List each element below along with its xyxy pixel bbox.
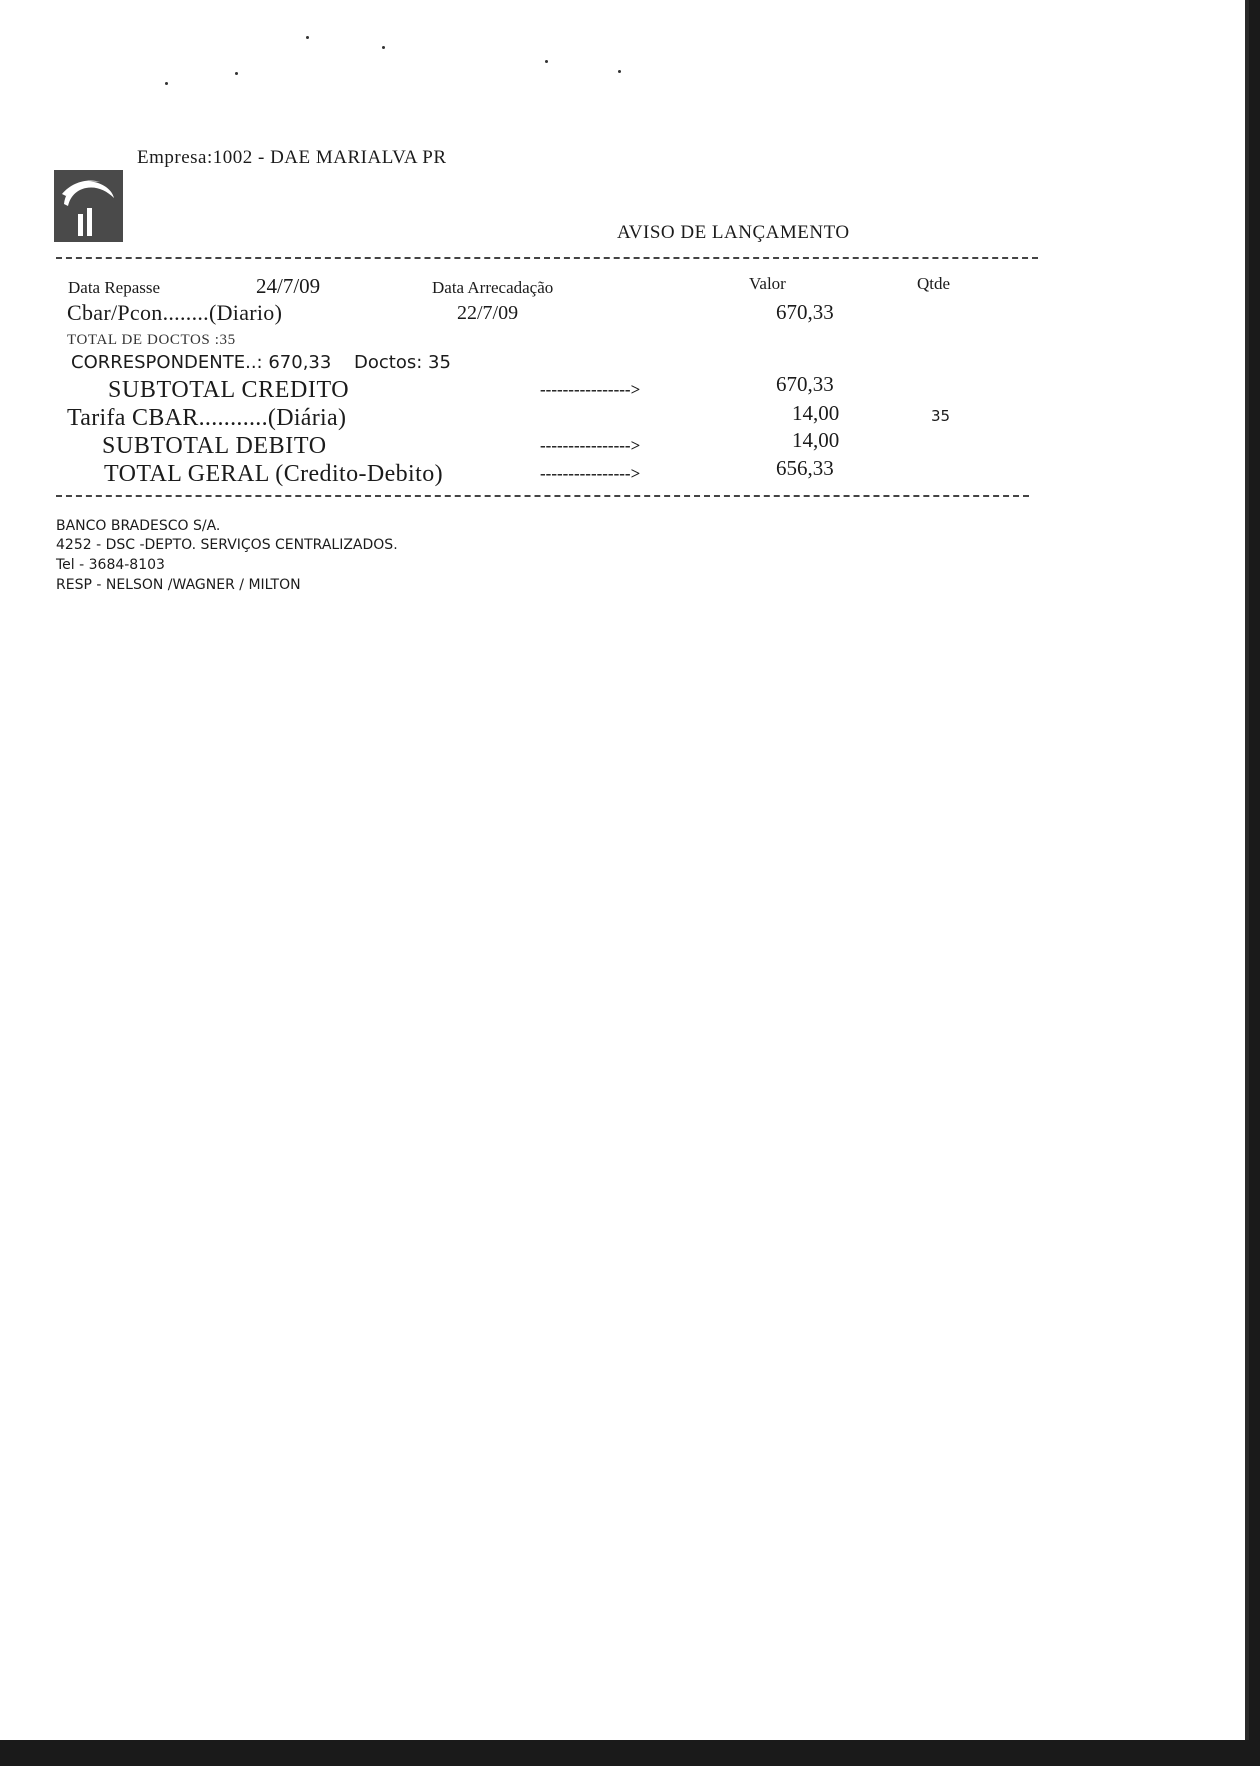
empresa-label: Empresa:1002 - DAE MARIALVA PR (137, 147, 447, 168)
tarifa-label: Tarifa CBAR...........(Diária) (67, 405, 347, 431)
divider-top (56, 257, 1038, 259)
subtotal-debito-arrow: ----------------> (540, 436, 641, 455)
scan-speck (545, 60, 548, 63)
data-arrecadacao-label: Data Arrecadação (432, 278, 554, 297)
footer-resp: RESP - NELSON /WAGNER / MILTON (56, 577, 301, 593)
valor-label: Valor (749, 274, 786, 293)
subtotal-debito-value: 14,00 (792, 428, 840, 452)
footer-tel: Tel - 3684-8103 (56, 557, 165, 573)
bradesco-logo-icon (54, 170, 123, 242)
divider-bottom (56, 495, 1029, 497)
cbar-value: 670,33 (776, 300, 834, 324)
correspondente-doctos: Doctos: 35 (354, 352, 451, 373)
footer-dept: 4252 - DSC -DEPTO. SERVIÇOS CENTRALIZADOS. (56, 537, 398, 553)
scan-speck (618, 70, 621, 73)
cbar-date: 22/7/09 (457, 302, 519, 324)
total-geral-arrow: ----------------> (540, 464, 641, 483)
total-geral-label: TOTAL GERAL (Credito-Debito) (104, 461, 443, 487)
footer-bank: BANCO BRADESCO S/A. (56, 518, 221, 534)
scan-speck (306, 36, 309, 39)
qtde-label: Qtde (917, 274, 951, 293)
data-repasse-label: Data Repasse (68, 278, 161, 297)
subtotal-credito-value: 670,33 (776, 372, 834, 396)
total-geral-value: 656,33 (776, 456, 834, 480)
tarifa-value: 14,00 (792, 401, 840, 425)
subtotal-debito-label: SUBTOTAL DEBITO (102, 433, 327, 459)
scan-speck (382, 46, 385, 49)
cbar-label: Cbar/Pcon........(Diario) (67, 300, 283, 325)
scan-speck (165, 82, 168, 85)
correspondente: CORRESPONDENTE..: 670,33 (71, 352, 332, 373)
page-title: AVISO DE LANÇAMENTO (617, 222, 850, 243)
data-repasse-value: 24/7/09 (256, 274, 321, 298)
total-doctos: TOTAL DE DOCTOS :35 (67, 332, 236, 348)
scan-speck (235, 72, 238, 75)
subtotal-credito-arrow: ----------------> (540, 380, 641, 399)
subtotal-credito-label: SUBTOTAL CREDITO (108, 377, 350, 403)
tarifa-qtde: 35 (931, 407, 951, 425)
